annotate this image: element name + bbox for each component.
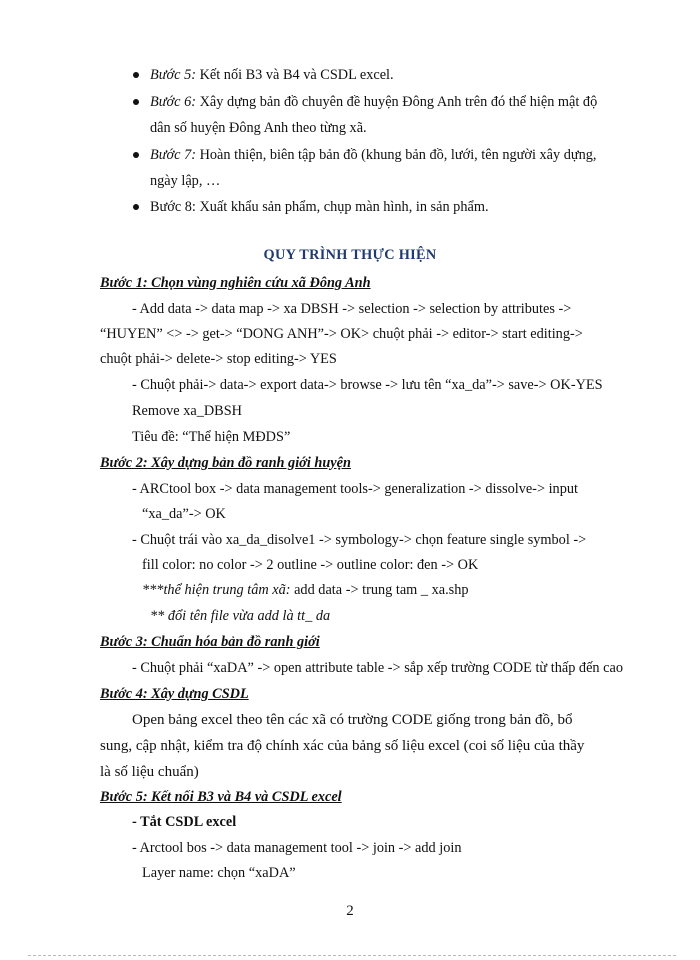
page-number: 2 bbox=[346, 903, 354, 919]
step-1-title: Bước 1: Chọn vùng nghiên cứu xã Đông Anh bbox=[100, 275, 371, 291]
step-1-line: chuột phải-> delete-> stop editing-> YES bbox=[100, 351, 337, 367]
step-1-line: “HUYEN” <> -> get-> “DONG ANH”-> OK> chuột phải -> editor-> start editing-> bbox=[100, 326, 583, 342]
step-2-line: - Chuột trái vào xa_da_disolve1 -> symbology-> chọn feature single symbol -> bbox=[132, 532, 587, 548]
step-2-line: - ARCtool box -> data management tools-> generalization -> dissolve-> input bbox=[132, 481, 578, 497]
step-3-line: - Chuột phải “xaDA” -> open attribute table -> sắp xếp trường CODE từ thấp đến cao bbox=[132, 660, 623, 676]
step-5-line: - Arctool bos -> data management tool -> join -> add join bbox=[132, 840, 462, 856]
step-5-line: - Tắt CSDL excel bbox=[132, 814, 237, 830]
step-4-title: Bước 4: Xây dựng CSDL bbox=[100, 686, 249, 702]
step-5-summary: Bước 5: Kết nối B3 và B4 và CSDL excel. bbox=[150, 67, 394, 83]
section-heading: QUY TRÌNH THỰC HIỆN bbox=[263, 247, 437, 263]
step-2-line: ** đổi tên file vừa add là tt_ da bbox=[150, 608, 331, 624]
step-4-line: sung, cập nhật, kiểm tra độ chính xác của bảng số liệu excel (coi số liệu của thầy bbox=[100, 738, 585, 754]
step-1-line: Tiêu đề: “Thể hiện MĐDS” bbox=[132, 429, 291, 445]
bullet-icon bbox=[133, 72, 139, 78]
step-4-line: Open bảng excel theo tên các xã có trường CODE giống trong bản đồ, bổ bbox=[132, 712, 573, 728]
step-2-line: ***thể hiện trung tâm xã: add data -> trung tam _ xa.shp bbox=[142, 582, 469, 598]
step-7-summary: Bước 7: Hoàn thiện, biên tập bản đồ (khung bản đồ, lưới, tên người xây dựng, bbox=[150, 147, 597, 163]
bullet-icon bbox=[133, 99, 139, 105]
step-5-title: Bước 5: Kết nối B3 và B4 và CSDL excel bbox=[100, 789, 342, 805]
step-5-line: Layer name: chọn “xaDA” bbox=[142, 865, 296, 881]
step-6-summary-cont: dân số huyện Đông Anh theo từng xã. bbox=[150, 120, 367, 136]
step-4-line: là số liệu chuẩn) bbox=[100, 764, 199, 780]
bullet-icon bbox=[133, 204, 139, 210]
bullet-icon bbox=[133, 152, 139, 158]
page-bottom-rule bbox=[28, 955, 676, 956]
step-8-summary: Bước 8: Xuất khẩu sản phẩm, chụp màn hình, in sản phẩm. bbox=[150, 199, 489, 215]
step-7-summary-cont: ngày lập, … bbox=[150, 173, 221, 189]
step-2-line: fill color: no color -> 2 outline -> outline color: đen -> OK bbox=[142, 557, 479, 573]
step-1-line: - Add data -> data map -> xa DBSH -> selection -> selection by attributes -> bbox=[132, 301, 572, 317]
step-2-line: “xa_da”-> OK bbox=[142, 506, 226, 522]
step-1-line: - Chuột phải-> data-> export data-> browse -> lưu tên “xa_da”-> save-> OK-YES bbox=[132, 377, 603, 393]
step-1-line: Remove xa_DBSH bbox=[132, 403, 242, 419]
step-6-summary: Bước 6: Xây dựng bản đồ chuyên đề huyện Đông Anh trên đó thể hiện mật độ bbox=[150, 94, 598, 110]
step-3-title: Bước 3: Chuẩn hóa bản đồ ranh giới bbox=[100, 634, 320, 650]
step-2-title: Bước 2: Xây dựng bản đồ ranh giới huyện bbox=[100, 455, 351, 471]
